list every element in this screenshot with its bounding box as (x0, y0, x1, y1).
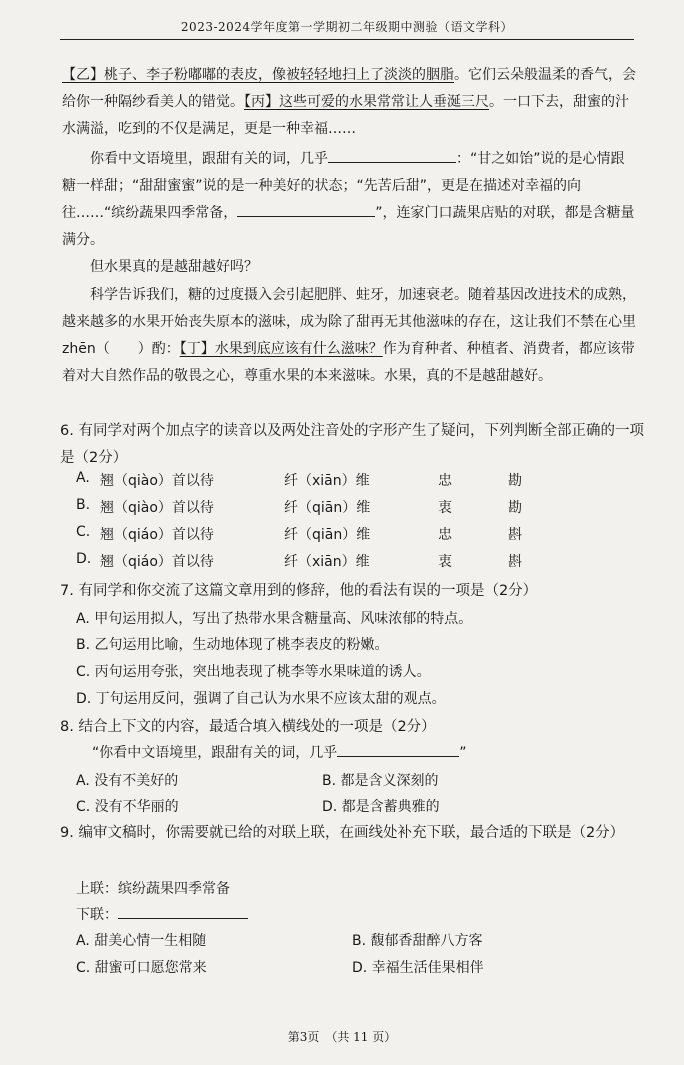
option-char-3: 忠 (438, 527, 452, 543)
option-char-3: 衷 (438, 554, 452, 570)
q7-option-a[interactable]: A. 甲句运用拟人，写出了热带水果含糖量高、风味浓郁的特点。 (76, 611, 473, 627)
option-word-2: 纤（qiān）维 (284, 500, 371, 516)
passage-paragraph-4 (62, 282, 636, 390)
sentence-ding: 【丁】水果到底应该有什么滋味？ (179, 341, 383, 357)
question-7-stem: 7. 有同学和你交流了这篇文章用到的修辞，他的看法有误的一项是（2分） (60, 583, 538, 599)
q8-option-d[interactable]: D. 都是含蓄典雅的 (322, 799, 440, 815)
q7-option-d[interactable]: D. 丁句运用反问，强调了自己认为水果不应该太甜的观点。 (76, 691, 446, 707)
option-word-2: 纤（xiān）维 (284, 473, 370, 489)
passage-text: 。它们云朵般温柔的香气，会给你一种隔纱看美人的错觉。 (62, 67, 636, 110)
option-word-2: 纤（xiān）维 (284, 554, 370, 570)
passage-text: 科学告诉我们，糖的过度摄入会引起肥胖、蛀牙，加速衰老。随着基因改进技术的成熟，越来越多的水果开始丧失原本的滋味，成为除了甜再无其他滋味的存在，这让我们不禁在心里 zhēn（ ）酌： (62, 287, 636, 357)
passage-paragraph-1 (62, 62, 636, 143)
option-char-3: 忠 (438, 473, 452, 489)
option-word-2: 纤（qiān）维 (284, 527, 371, 543)
couplet-lower-label: 下联： (76, 907, 118, 923)
sentence-bing: 【丙】这些可爱的水果常常让人垂涎三尺 (244, 94, 489, 110)
q6-option-d[interactable] (76, 551, 644, 577)
option-label: B. (76, 497, 91, 513)
couplet-lower (76, 904, 248, 924)
passage-text: ：“甘之如饴”说的是心情跟糖一样甜；“甜甜蜜蜜”说的是一种美好的状态；“先苦后甜”，更是在描述对幸福的向往……“缤纷蔬果四季常备， (62, 151, 625, 221)
q8-option-a[interactable]: A. 没有不美好的 (76, 773, 179, 789)
page-footer: 第3页 （共 11 页） (287, 1030, 397, 1044)
option-char-4: 勘 (508, 473, 522, 489)
q8-option-c[interactable]: C. 没有不华丽的 (76, 799, 179, 815)
question-6-stem: 6. 有同学对两个加点字的读音以及两处注音处的字形产生了疑问，下列判断全部正确的一项是（2分） (60, 423, 644, 466)
sentence-yi: 【乙】桃子、李子粉嘟嘟的表皮，像被轻轻地扫上了淡淡的胭脂 (62, 67, 454, 83)
q6-option-a[interactable] (76, 470, 644, 496)
passage-text: 你看中文语境里，跟甜有关的词，几乎 (90, 151, 328, 167)
passage-paragraph-3: 但水果真的是越甜越好吗？ (90, 259, 258, 275)
q9-option-b[interactable]: B. 馥郁香甜醉八方客 (352, 933, 483, 949)
passage-paragraph-2 (62, 146, 636, 254)
option-label: D. (76, 551, 92, 567)
quote-close: ” (459, 745, 467, 761)
answer-blank-1[interactable] (328, 148, 456, 163)
quote-blank (337, 742, 459, 757)
option-char-4: 斟 (508, 527, 522, 543)
q9-option-a[interactable]: A. 甜美心情一生相随 (76, 933, 207, 949)
q7-option-c[interactable]: C. 丙句运用夸张，突出地表现了桃李等水果味道的诱人。 (76, 664, 431, 680)
option-word-1: 翘（qiáo）首以待 (100, 527, 214, 543)
passage-text: 作为育种者、种植者、消费者，都应该带着对大自然作品的敬畏之心，尊重水果的本来滋味。水果，真的不是越甜越好。 (62, 341, 635, 384)
quote-text: “你看中文语境里，跟甜有关的词，几乎 (92, 745, 338, 761)
question-9-stem: 9. 编审文稿时，你需要就已给的对联上联，在画线处补充下联，最合适的下联是（2分） (60, 825, 625, 841)
q7-option-b[interactable]: B. 乙句运用比喻，生动地体现了桃李表皮的粉嫩。 (76, 637, 389, 653)
q6-option-c[interactable] (76, 524, 644, 550)
couplet-blank[interactable] (118, 904, 248, 919)
option-label: A. (76, 470, 90, 486)
option-word-1: 翘（qiáo）首以待 (100, 554, 214, 570)
answer-blank-2[interactable] (237, 202, 375, 217)
option-word-1: 翘（qiào）首以待 (100, 500, 214, 516)
passage-text: 。一口下去，甜蜜的汁水满溢，吃到的不仅是满足，更是一种幸福…… (62, 94, 629, 137)
question-8-stem: 8. 结合上下文的内容，最适合填入横线处的一项是（2分） (60, 719, 436, 735)
passage-text: ”，连家门口蔬果店贴的对联，都是含糖量满分。 (62, 205, 635, 248)
option-char-4: 斟 (508, 554, 522, 570)
q9-option-d[interactable]: D. 幸福生活佳果相伴 (352, 960, 484, 976)
option-char-4: 勘 (508, 500, 522, 516)
q6-option-b[interactable] (76, 497, 644, 523)
q8-quote (92, 742, 467, 762)
couplet-upper: 上联：缤纷蔬果四季常备 (76, 881, 230, 897)
q9-option-c[interactable]: C. 甜蜜可口愿您常来 (76, 960, 207, 976)
option-label: C. (76, 524, 91, 540)
option-word-1: 翘（qiào）首以待 (100, 473, 214, 489)
q8-option-b[interactable]: B. 都是含义深刻的 (322, 773, 439, 789)
option-char-3: 衷 (438, 500, 452, 516)
page-header: 2023-2024学年度第一学期初二年级期中测验（语文学科） (60, 18, 634, 40)
